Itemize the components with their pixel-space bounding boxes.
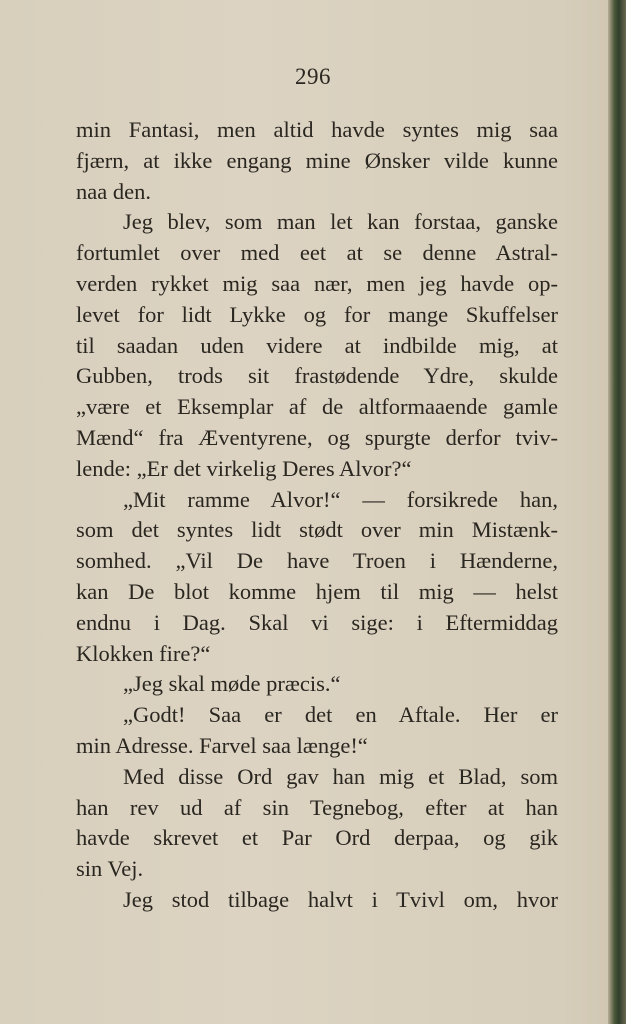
text-line: „Mit ramme Alvor!“ — forsikrede han, [123,486,558,512]
text-line: Klokken fire?“ [76,640,211,666]
text-line: Gubben, trods sit frastødende Ydre, skulde [76,363,558,389]
text-line: som det syntes lidt stødt over min Mistænk- [76,517,558,543]
text-line: levet for lidt Lykke og for mange Skuffelser [76,301,558,327]
text-line: Mænd“ fra Æventyrene, og spurgte derfor tviv- [76,424,558,450]
text-line: somhed. „Vil De have Troen i Hænderne, [76,548,558,574]
text-line: lende: „Er det virkelig Deres Alvor?“ [76,455,412,481]
text-line: fortumlet over med eet at se denne Astral- [76,240,558,266]
text-line: „Jeg skal møde præcis.“ [123,671,341,697]
text-line: endnu i Dag. Skal vi sige: i Eftermiddag [76,609,558,635]
text-line: Jeg blev, som man let kan forstaa, ganske [123,209,558,235]
text-line: kan De blot komme hjem til mig — helst [76,578,558,604]
text-line: sin Vej. [76,856,144,882]
text-line: verden rykket mig saa nær, men jeg havde op- [76,270,558,296]
text-line: havde skrevet et Par Ord derpaa, og gik [76,825,558,851]
text-line: han rev ud af sin Tegnebog, efter at han [76,794,558,820]
page-edge [608,0,626,1024]
text-line: til saadan uden videre at indbilde mig, at [76,332,558,358]
text-line: min Fantasi, men altid havde syntes mig saa [76,117,558,142]
page-number: 296 [295,64,331,89]
text-line: naa den. [76,178,151,204]
text-line: Jeg stod tilbage halvt i Tvivl om, hvor [123,886,558,912]
text-line: Med disse Ord gav han mig et Blad, som [123,763,558,789]
text-line: fjærn, at ikke engang mine Ønsker vilde kunne [76,147,558,173]
text-line: „være et Eksemplar af de altformaaende gamle [76,394,558,420]
text-line: „Godt! Saa er det en Aftale. Her er [123,702,558,728]
text-line: min Adresse. Farvel saa længe!“ [76,732,368,758]
body-text [76,115,558,916]
